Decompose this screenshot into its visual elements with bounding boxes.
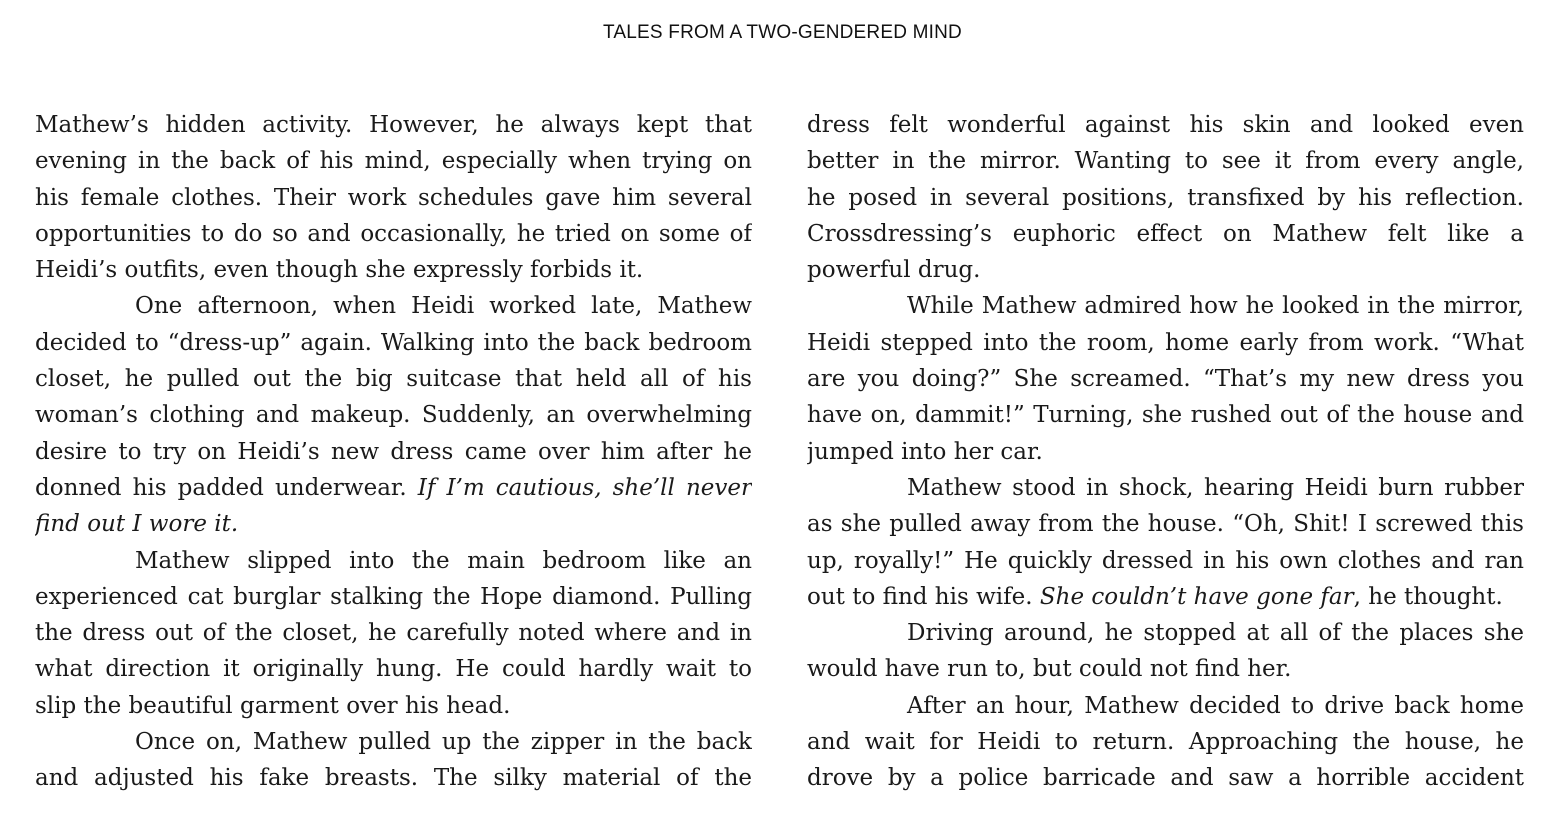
text-segment: One afternoon, when Heidi worked late, Mathew bbox=[135, 293, 752, 320]
text-line bbox=[807, 216, 1524, 252]
text-segment: closet, he pulled out the big suitcase that held all of his bbox=[35, 366, 752, 393]
text-segment: decided to “dress-up” again. Walking into the back bedroom bbox=[35, 329, 752, 356]
text-segment: desire to try on Heidi’s new dress came over him after he bbox=[35, 438, 752, 465]
text-line bbox=[35, 579, 752, 615]
text-segment: and wait for Heidi to return. Approaching the house, he bbox=[807, 729, 1524, 756]
text-segment: as she pulled away from the house. “Oh, Shit! I screwed this bbox=[807, 511, 1524, 538]
text-segment: would have run to, but could not find her. bbox=[807, 656, 1292, 683]
text-line bbox=[35, 506, 752, 542]
text-line bbox=[807, 288, 1524, 324]
text-line bbox=[807, 760, 1524, 796]
text-line bbox=[807, 434, 1524, 470]
text-line bbox=[35, 651, 752, 687]
text-line bbox=[807, 143, 1524, 179]
text-line bbox=[35, 688, 752, 724]
text-line bbox=[807, 615, 1524, 651]
text-line bbox=[35, 615, 752, 651]
text-segment: jumped into her car. bbox=[807, 438, 1043, 465]
text-line bbox=[807, 688, 1524, 724]
text-line bbox=[807, 252, 1524, 288]
text-line bbox=[35, 180, 752, 216]
text-segment: Mathew’s hidden activity. However, he always kept that bbox=[35, 112, 752, 138]
text-segment: experienced cat burglar stalking the Hope diamond. Pulling bbox=[35, 583, 752, 610]
text-line bbox=[807, 579, 1524, 615]
text-line bbox=[35, 288, 752, 324]
italic-thought: find out I wore it. bbox=[35, 511, 239, 538]
text-line bbox=[807, 180, 1524, 216]
text-segment: what direction it originally hung. He could hardly wait to bbox=[35, 656, 752, 683]
text-line bbox=[35, 143, 752, 179]
text-segment: Once on, Mathew pulled up the zipper in the back bbox=[135, 729, 752, 756]
running-header: TALES FROM A TWO-GENDERED MIND bbox=[603, 22, 962, 43]
text-line bbox=[35, 361, 752, 397]
text-segment: woman’s clothing and makeup. Suddenly, an overwhelming bbox=[35, 402, 752, 429]
text-line bbox=[807, 651, 1524, 687]
text-segment: have on, dammit!” Turning, she rushed out of the house and bbox=[807, 402, 1524, 429]
text-segment: Mathew slipped into the main bedroom like an bbox=[135, 547, 752, 574]
italic-thought: If I’m cautious, she’ll never bbox=[417, 474, 752, 501]
text-segment: better in the mirror. Wanting to see it from every angle, bbox=[807, 148, 1524, 175]
text-segment: Driving around, he stopped at all of the places she bbox=[907, 620, 1524, 647]
text-segment: After an hour, Mathew decided to drive back home bbox=[907, 692, 1524, 719]
text-segment: and adjusted his fake breasts. The silky material of the bbox=[35, 765, 752, 792]
text-line bbox=[807, 361, 1524, 397]
text-line bbox=[35, 216, 752, 252]
text-line bbox=[807, 325, 1524, 361]
text-segment: the dress out of the closet, he carefully noted where and in bbox=[35, 620, 752, 647]
text-line bbox=[35, 107, 752, 143]
text-line bbox=[35, 760, 752, 796]
text-segment: , he thought. bbox=[1353, 583, 1503, 610]
text-line bbox=[807, 724, 1524, 760]
text-segment: Crossdressing’s euphoric effect on Mathew felt like a bbox=[807, 220, 1524, 247]
text-segment: dress felt wonderful against his skin and looked even bbox=[807, 112, 1524, 138]
text-line bbox=[807, 107, 1524, 143]
text-line bbox=[35, 325, 752, 361]
text-segment: While Mathew admired how he looked in the mirror, bbox=[907, 293, 1524, 320]
text-line bbox=[35, 252, 752, 288]
text-segment: donned his padded underwear. bbox=[35, 474, 418, 501]
text-segment: opportunities to do so and occasionally, he tried on some of bbox=[35, 220, 752, 247]
text-segment: slip the beautiful garment over his head. bbox=[35, 692, 511, 719]
text-line bbox=[807, 397, 1524, 433]
text-segment: drove by a police barricade and saw a horrible accident bbox=[807, 765, 1524, 792]
text-line bbox=[807, 506, 1524, 542]
text-line bbox=[35, 434, 752, 470]
text-segment: Heidi stepped into the room, home early from work. “What bbox=[807, 329, 1524, 356]
text-segment: he posed in several positions, transfixed by his reflection. bbox=[807, 184, 1524, 211]
text-segment: powerful drug. bbox=[807, 257, 981, 284]
text-segment: Mathew stood in shock, hearing Heidi burn rubber bbox=[907, 474, 1524, 501]
italic-thought: She couldn’t have gone far bbox=[1039, 583, 1354, 610]
text-line bbox=[35, 397, 752, 433]
right-text-column bbox=[807, 107, 1524, 797]
text-segment: evening in the back of his mind, especially when trying on bbox=[35, 148, 752, 175]
text-line bbox=[35, 724, 752, 760]
text-line bbox=[807, 470, 1524, 506]
text-line bbox=[807, 543, 1524, 579]
text-segment: his female clothes. Their work schedules gave him several bbox=[35, 184, 752, 211]
text-segment: are you doing?” She screamed. “That’s my new dress you bbox=[807, 366, 1524, 393]
text-line bbox=[35, 470, 752, 506]
left-text-column bbox=[35, 107, 752, 797]
text-segment: Heidi’s outfits, even though she expressly forbids it. bbox=[35, 257, 644, 284]
text-line bbox=[35, 543, 752, 579]
text-segment: up, royally!” He quickly dressed in his own clothes and ran bbox=[807, 547, 1524, 574]
text-segment: out to find his wife. bbox=[807, 583, 1040, 610]
